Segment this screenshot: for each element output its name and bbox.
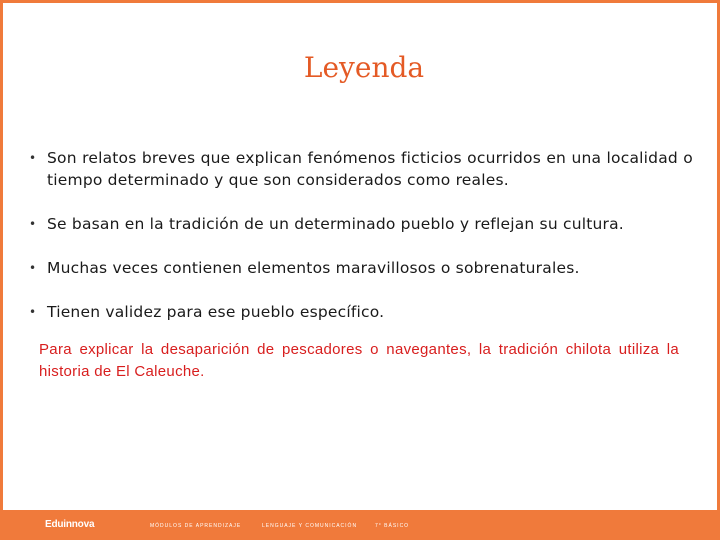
footer-label-subject: LENGUAJE Y COMUNICACIÓN <box>262 523 358 529</box>
bullet-item <box>29 301 693 323</box>
footer-bar <box>0 510 720 540</box>
slide-canvas <box>3 3 717 510</box>
bullet-list <box>29 147 693 327</box>
bullet-item <box>29 213 693 235</box>
bullet-icon: • <box>29 261 37 275</box>
bullet-icon: • <box>29 151 37 165</box>
slide-title: Leyenda <box>303 51 425 84</box>
bullet-item <box>29 147 693 191</box>
brand-logo: Eduinnova <box>45 519 95 530</box>
footer-label-modules: MÓDULOS DE APRENDIZAJE <box>150 523 242 529</box>
bullet-text: Son relatos breves que explican fenómenos ficticios ocurridos en una localidad o tiempo determinado y que son considerados como reales. <box>47 149 693 189</box>
bullet-icon: • <box>29 217 37 231</box>
bullet-text: Tienen validez para ese pueblo específico. <box>47 303 385 321</box>
footer-label-grade: 7° BÁSICO <box>375 523 410 529</box>
example-note: Para explicar la desaparición de pescadores o navegantes, la tradición chilota utiliza la historia de El Caleuche. <box>39 341 679 380</box>
bullet-text: Muchas veces contienen elementos maravillosos o sobrenaturales. <box>47 259 580 277</box>
bullet-item <box>29 257 693 279</box>
bullet-icon: • <box>29 305 37 319</box>
bullet-text: Se basan en la tradición de un determinado pueblo y reflejan su cultura. <box>47 215 624 233</box>
